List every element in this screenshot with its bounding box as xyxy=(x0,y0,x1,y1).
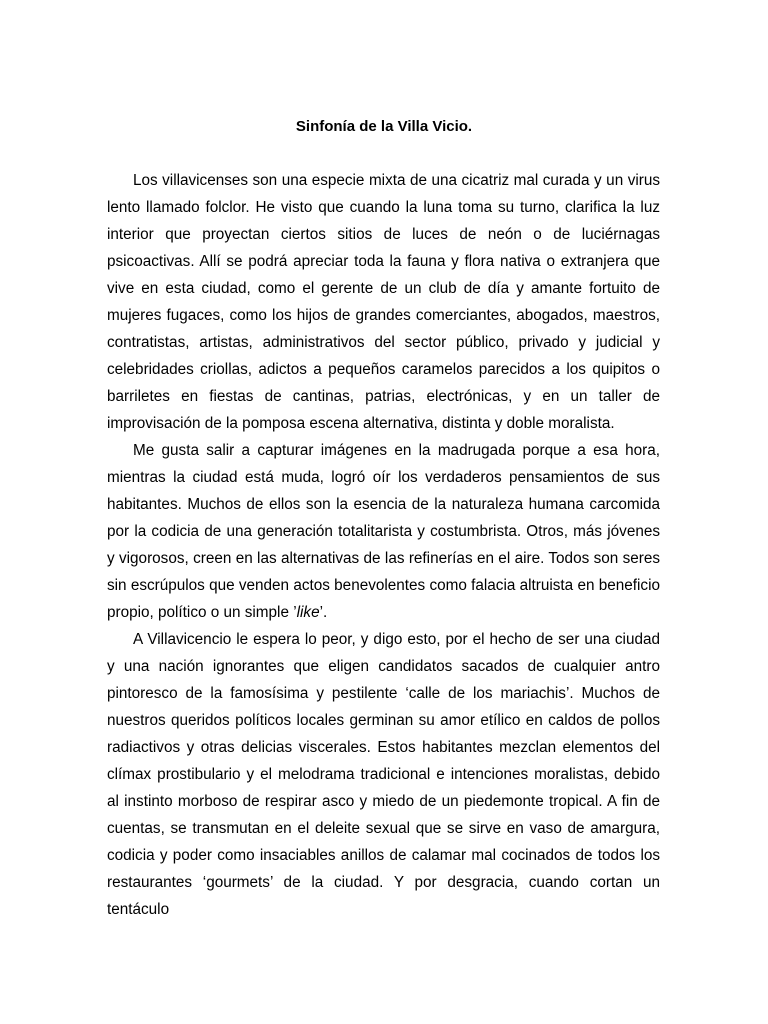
paragraph-3: A Villavicencio le espera lo peor, y digo esto, por el hecho de ser una ciudad y una nación ignorantes que eligen candidatos sacados de cualquier antro pintoresco de la famosísima y pestilente ‘calle de los mariachis’. Muchos de nuestros queridos políticos locales germinan su amor etílico en caldos de pollos radiactivos y otras delicias viscerales. Estos habitantes mezclan elementos del clímax prostibulario y el melodrama tradicional e intenciones moralistas, debido al instinto morboso de respirar asco y miedo de un piedemonte tropical. A fin de cuentas, se transmutan en el deleite sexual que se sirve en vaso de amargura, codicia y poder como insaciables anillos de calamar mal cocinados de todos los restaurantes ‘gourmets’ de la ciudad. Y por desgracia, cuando cortan un tentáculo xyxy=(107,631,660,918)
document-body xyxy=(107,167,660,923)
paragraph-2 xyxy=(107,437,660,626)
paragraph-2-italic-word: like xyxy=(296,604,320,621)
paragraph-2-text: Me gusta salir a capturar imágenes en la madrugada porque a esa hora, mientras la ciudad está muda, logró oír los verdaderos pensamientos de sus habitantes. Muchos de ellos son la esencia de la naturaleza humana carcomida por la codicia de una generación totalitarista y costumbrista. Otros, más jóvenes y vigorosos, creen en las alternativas de las refinerías en el aire. Todos son seres sin escrúpulos que venden actos benevolentes como falacia altruista en beneficio propio, político o un simple ’ xyxy=(107,442,660,621)
paragraph-2-end: ’. xyxy=(319,604,328,621)
document-title: Sinfonía de la Villa Vicio. xyxy=(295,118,473,135)
paragraph-1: Los villavicenses son una especie mixta de una cicatriz mal curada y un virus lento llamado folclor. He visto que cuando la luna toma su turno, clarifica la luz interior que proyectan ciertos sitios de luces de neón o de luciérnagas psicoactivas. Allí se podrá apreciar toda la fauna y flora nativa o extranjera que vive en esta ciudad, como el gerente de un club de día y amante fortuito de mujeres fugaces, como los hijos de grandes comerciantes, abogados, maestros, contratistas, artistas, administrativos del sector público, privado y judicial y celebridades criollas, adictos a pequeños caramelos parecidos a los quipitos o barriletes en fiestas de cantinas, patrias, electrónicas, y en un taller de improvisación de la pomposa escena alternativa, distinta y doble moralista. xyxy=(107,172,660,432)
